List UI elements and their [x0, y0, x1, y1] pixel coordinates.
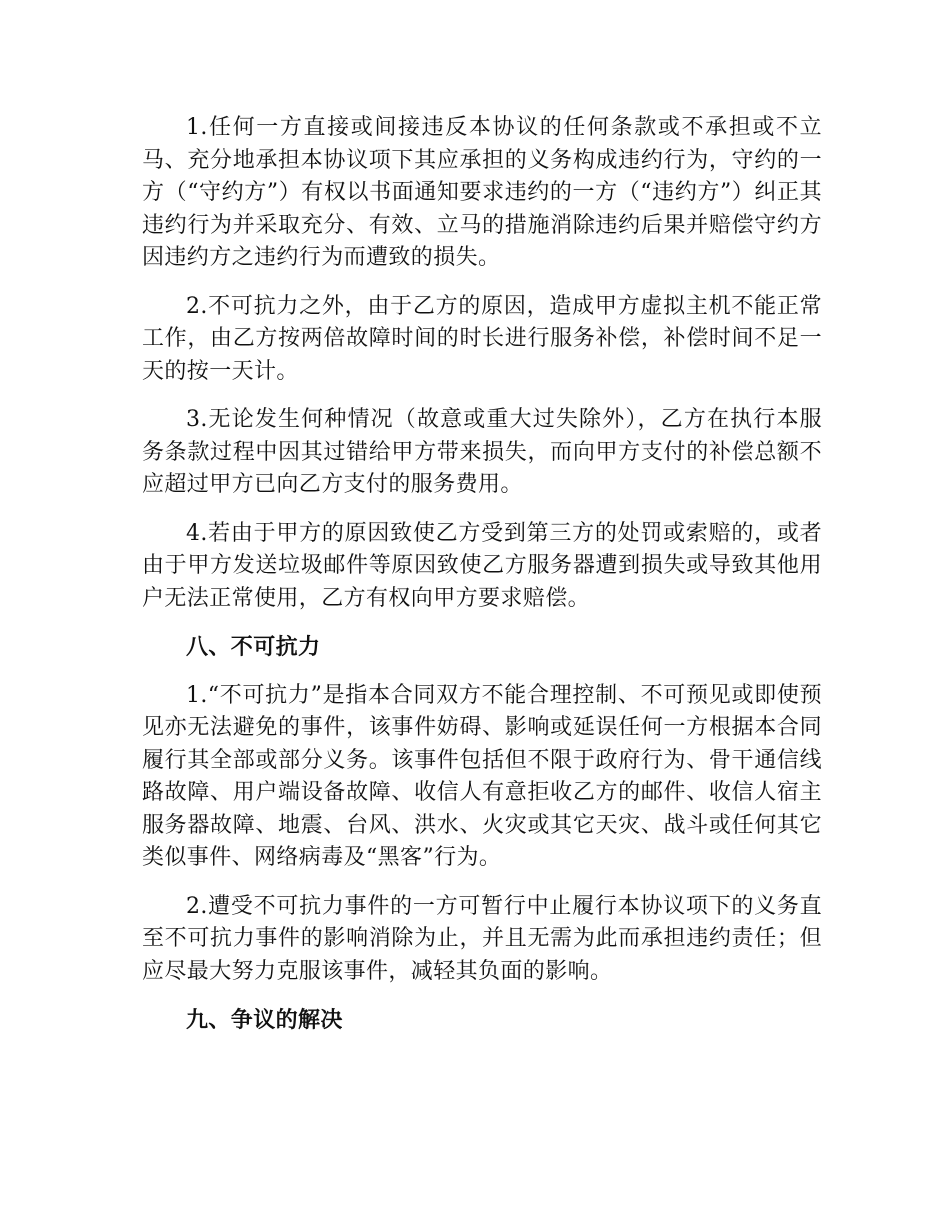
clause-paragraph-3: 3.无论发生何种情况（故意或重大过失除外），乙方在执行本服务条款过程中因其过错给甲方带来损失，而向甲方支付的补偿总额不应超过甲方已向乙方支付的服务费用。 — [142, 407, 822, 497]
force-majeure-paragraph-2: 2.遭受不可抗力事件的一方可暂行中止履行本协议项下的义务直至不可抗力事件的影响消除为止，并且无需为此而承担违约责任；但应尽最大努力克服该事件，减轻其负面的影响。 — [142, 893, 822, 984]
section-heading-force-majeure: 八、不可抗力 — [186, 634, 321, 660]
document-page — [142, 112, 822, 1053]
clause-paragraph-1: 1.任何一方直接或间接违反本协议的任何条款或不承担或不立马、充分地承担本协议项下其应承担的义务构成违约行为，守约的一方（“守约方”）有权以书面通知要求违约的一方（“违约方”）纠正其违约行为并采取充分、有效、立马的措施消除违约后果并赔偿守约方因违约方之违约行为而遭致的损失。 — [142, 115, 822, 270]
clause-paragraph-4: 4.若由于甲方的原因致使乙方受到第三方的处罚或索赔的，或者由于甲方发送垃圾邮件等原因致使乙方服务器遭到损失或导致其他用户无法正常使用，乙方有权向甲方要求赔偿。 — [142, 520, 822, 611]
force-majeure-paragraph-1: 1.“不可抗力”是指本合同双方不能合理控制、不可预见或即使预见亦无法避免的事件，该事件妨碍、影响或延误任何一方根据本合同履行其全部或部分义务。该事件包括但不限于政府行为、骨干通信线路故障、用户端设备故障、收信人有意拒收乙方的邮件、收信人宿主服务器故障、地震、台风、洪水、火灾或其它天灾、战斗或任何其它类似事件、网络病毒及“黑客”行为。 — [142, 682, 822, 870]
clause-paragraph-2: 2.不可抗力之外，由于乙方的原因，造成甲方虚拟主机不能正常工作，由乙方按两倍故障时间的时长进行服务补偿，补偿时间不足一天的按一天计。 — [142, 293, 822, 384]
section-heading-dispute-resolution: 九、争议的解决 — [186, 1007, 343, 1033]
